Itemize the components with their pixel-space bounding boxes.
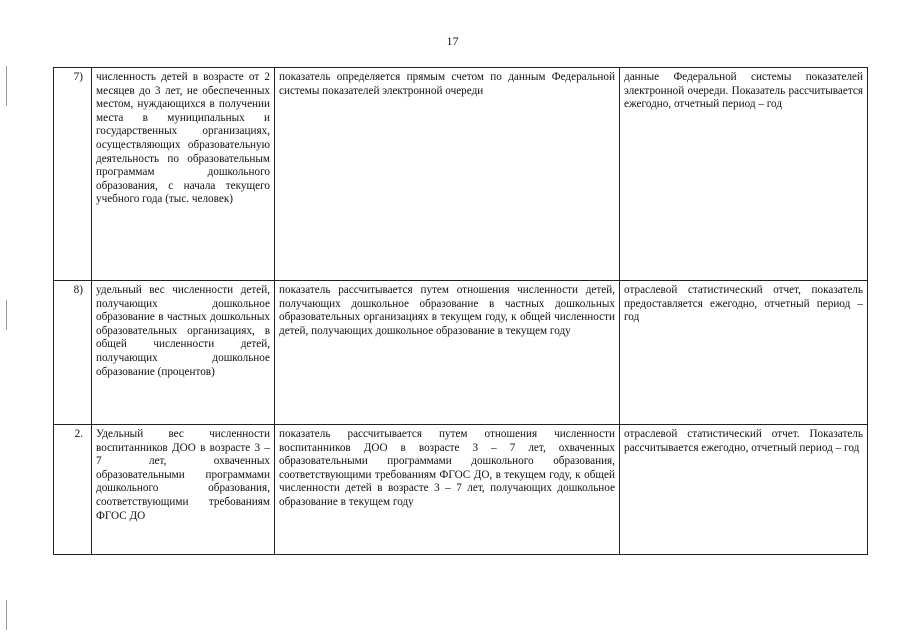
table-row <box>54 281 868 425</box>
row-number: 8) <box>54 281 92 425</box>
source-cell: отраслевой статистический отчет. Показатель рассчитывается ежегодно, отчетный период – год <box>620 425 868 555</box>
table-row <box>54 68 868 281</box>
source-cell: данные Федеральной системы показателей электронной очереди. Показатель рассчитывается ежегодно, отчетный период – год <box>620 68 868 281</box>
scan-edge-mark <box>6 300 7 330</box>
method-cell: показатель рассчитывается путем отношения численности воспитанников ДОО в возрасте 3 – 7 лет, охваченных образовательными программами дошкольного образования, соответствующими требованиям ФГОС ДО, в текущем году, к общей численности детей в возрасте 3 – 7 лет, получающих дошкольное образование в текущем году <box>275 425 620 555</box>
indicators-table <box>53 67 868 555</box>
scan-edge-mark <box>6 66 7 106</box>
indicator-cell: удельный вес численности детей, получающих дошкольное образование в частных дошкольных образовательных организациях, в общей численности детей, получающих дошкольное образование (процентов) <box>92 281 275 425</box>
source-cell: отраслевой статистический отчет, показатель предоставляется ежегодно, отчетный период – год <box>620 281 868 425</box>
row-number: 7) <box>54 68 92 281</box>
row-number: 2. <box>54 425 92 555</box>
method-cell: показатель рассчитывается путем отношения численности детей, получающих дошкольное образование в частных дошкольных образовательных организациях в текущем году, к общей численности детей, получающих дошкольное образование в текущем году <box>275 281 620 425</box>
table-row <box>54 425 868 555</box>
indicator-cell: Удельный вес численности воспитанников ДОО в возрасте 3 – 7 лет, охваченных образовательными программами дошкольного образования, соответствующими требованиям ФГОС ДО <box>92 425 275 555</box>
indicator-cell: численность детей в возрасте от 2 месяцев до 3 лет, не обеспеченных местом, нуждающихся в получении места в муниципальных и государственных организациях, осуществляющих образовательную деятельность по образовательным программам дошкольного образования, с начала текущего учебного года (тыс. человек) <box>92 68 275 281</box>
page-number: 17 <box>446 34 459 48</box>
scan-edge-mark <box>6 600 7 630</box>
method-cell: показатель определяется прямым счетом по данным Федеральной системы показателей электронной очереди <box>275 68 620 281</box>
